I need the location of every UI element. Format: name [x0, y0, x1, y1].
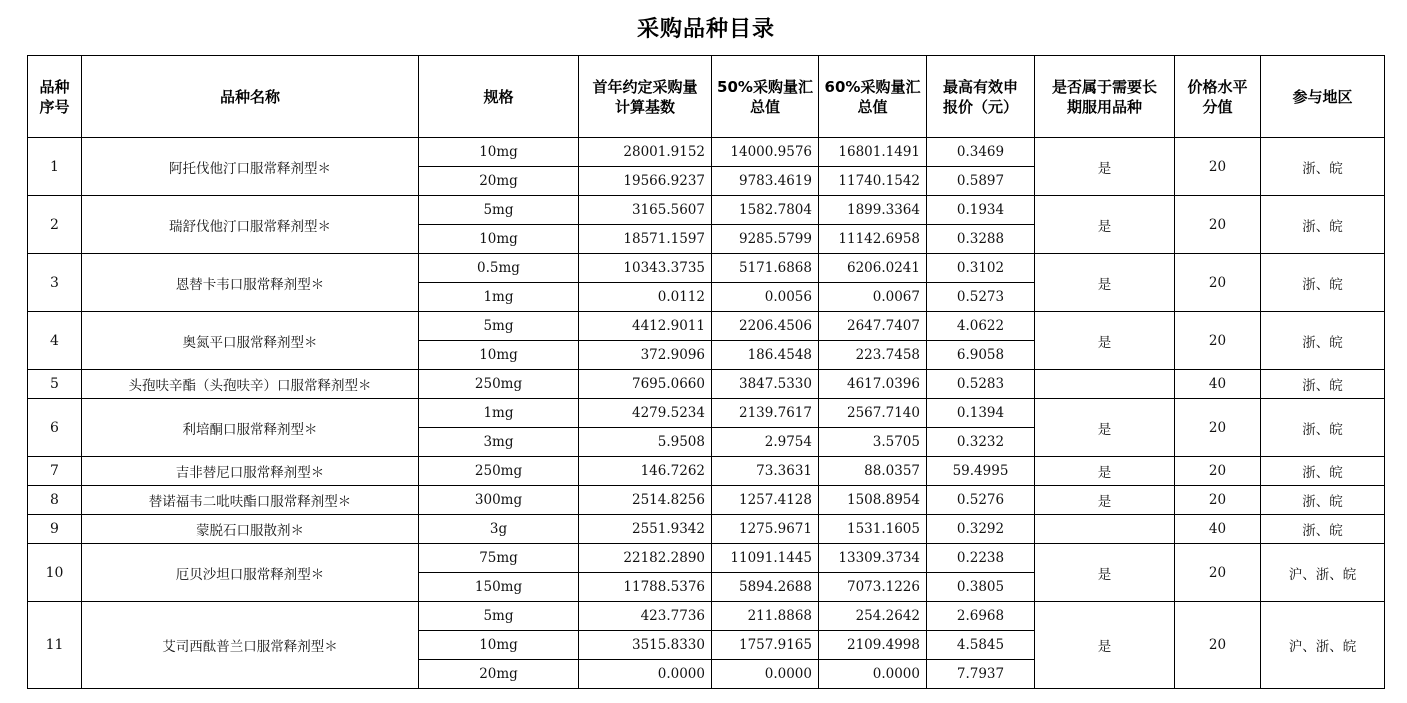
table-header-row [28, 56, 1385, 138]
max-price-cell: 0.3102 [927, 254, 1035, 283]
seq-cell: 9 [28, 515, 82, 544]
p50-total-cell: 2206.4506 [712, 312, 819, 341]
drug-name-cell: 奥氮平口服常释剂型＊ [82, 312, 419, 370]
table-row [28, 515, 1385, 544]
table-body [28, 138, 1385, 689]
price-score-cell: 40 [1175, 515, 1261, 544]
seq-cell: 3 [28, 254, 82, 312]
seq-cell: 6 [28, 399, 82, 457]
region-cell: 浙、皖 [1261, 370, 1385, 399]
p60-total-cell: 2647.7407 [819, 312, 927, 341]
seq-cell: 4 [28, 312, 82, 370]
seq-cell: 5 [28, 370, 82, 399]
p60-total-cell: 223.7458 [819, 341, 927, 370]
max-price-cell: 7.7937 [927, 660, 1035, 689]
p50-total-cell: 1757.9165 [712, 631, 819, 660]
max-price-cell: 0.3805 [927, 573, 1035, 602]
price-score-cell: 20 [1175, 457, 1261, 486]
base-quantity-cell: 22182.2890 [579, 544, 712, 573]
header-60-percent-total: 60%采购量汇 总值 [819, 56, 927, 138]
base-quantity-cell: 3165.5607 [579, 196, 712, 225]
max-price-cell: 0.5276 [927, 486, 1035, 515]
p50-total-cell: 0.0000 [712, 660, 819, 689]
base-quantity-cell: 423.7736 [579, 602, 712, 631]
base-quantity-cell: 372.9096 [579, 341, 712, 370]
spec-cell: 5mg [419, 602, 579, 631]
max-price-cell: 0.3232 [927, 428, 1035, 457]
base-quantity-cell: 7695.0660 [579, 370, 712, 399]
drug-name-cell: 瑞舒伐他汀口服常释剂型＊ [82, 196, 419, 254]
drug-name-cell: 吉非替尼口服常释剂型＊ [82, 457, 419, 486]
p60-total-cell: 1508.8954 [819, 486, 927, 515]
header-long-term: 是否属于需要长 期服用品种 [1035, 56, 1175, 138]
spec-cell: 10mg [419, 138, 579, 167]
drug-name-cell: 替诺福韦二吡呋酯口服常释剂型＊ [82, 486, 419, 515]
region-cell: 浙、皖 [1261, 486, 1385, 515]
drug-name-cell: 蒙脱石口服散剂＊ [82, 515, 419, 544]
p50-total-cell: 3847.5330 [712, 370, 819, 399]
table-row [28, 138, 1385, 167]
max-price-cell: 0.5273 [927, 283, 1035, 312]
region-cell: 沪、浙、皖 [1261, 602, 1385, 689]
max-price-cell: 0.1934 [927, 196, 1035, 225]
long-term-cell: 是 [1035, 457, 1175, 486]
max-price-cell: 0.5897 [927, 167, 1035, 196]
price-score-cell: 40 [1175, 370, 1261, 399]
base-quantity-cell: 4279.5234 [579, 399, 712, 428]
max-price-cell: 2.6968 [927, 602, 1035, 631]
p60-total-cell: 1531.1605 [819, 515, 927, 544]
region-cell: 沪、浙、皖 [1261, 544, 1385, 602]
long-term-cell: 是 [1035, 486, 1175, 515]
max-price-cell: 4.5845 [927, 631, 1035, 660]
spec-cell: 0.5mg [419, 254, 579, 283]
p50-total-cell: 73.3631 [712, 457, 819, 486]
header-price-score: 价格水平 分值 [1175, 56, 1261, 138]
base-quantity-cell: 18571.1597 [579, 225, 712, 254]
p50-total-cell: 14000.9576 [712, 138, 819, 167]
region-cell: 浙、皖 [1261, 515, 1385, 544]
spec-cell: 75mg [419, 544, 579, 573]
region-cell: 浙、皖 [1261, 457, 1385, 486]
base-quantity-cell: 19566.9237 [579, 167, 712, 196]
p50-total-cell: 2.9754 [712, 428, 819, 457]
price-score-cell: 20 [1175, 486, 1261, 515]
table-row [28, 457, 1385, 486]
header-spec: 规格 [419, 56, 579, 138]
p50-total-cell: 5894.2688 [712, 573, 819, 602]
base-quantity-cell: 5.9508 [579, 428, 712, 457]
seq-cell: 1 [28, 138, 82, 196]
p50-total-cell: 1582.7804 [712, 196, 819, 225]
header-base-quantity: 首年约定采购量 计算基数 [579, 56, 712, 138]
table-row [28, 486, 1385, 515]
p60-total-cell: 0.0067 [819, 283, 927, 312]
spec-cell: 5mg [419, 196, 579, 225]
long-term-cell: 是 [1035, 196, 1175, 254]
max-price-cell: 59.4995 [927, 457, 1035, 486]
header-name: 品种名称 [82, 56, 419, 138]
drug-name-cell: 恩替卡韦口服常释剂型＊ [82, 254, 419, 312]
long-term-cell: 是 [1035, 544, 1175, 602]
p60-total-cell: 88.0357 [819, 457, 927, 486]
max-price-cell: 0.3469 [927, 138, 1035, 167]
drug-name-cell: 利培酮口服常释剂型＊ [82, 399, 419, 457]
p50-total-cell: 211.8868 [712, 602, 819, 631]
drug-name-cell: 阿托伐他汀口服常释剂型＊ [82, 138, 419, 196]
base-quantity-cell: 11788.5376 [579, 573, 712, 602]
base-quantity-cell: 2514.8256 [579, 486, 712, 515]
seq-cell: 8 [28, 486, 82, 515]
base-quantity-cell: 3515.8330 [579, 631, 712, 660]
region-cell: 浙、皖 [1261, 138, 1385, 196]
drug-name-cell: 头孢呋辛酯（头孢呋辛）口服常释剂型＊ [82, 370, 419, 399]
spec-cell: 1mg [419, 399, 579, 428]
max-price-cell: 0.5283 [927, 370, 1035, 399]
p50-total-cell: 1257.4128 [712, 486, 819, 515]
p60-total-cell: 3.5705 [819, 428, 927, 457]
price-score-cell: 20 [1175, 254, 1261, 312]
p50-total-cell: 9285.5799 [712, 225, 819, 254]
header-max-price: 最高有效申 报价（元） [927, 56, 1035, 138]
spec-cell: 150mg [419, 573, 579, 602]
spec-cell: 250mg [419, 457, 579, 486]
p60-total-cell: 1899.3364 [819, 196, 927, 225]
max-price-cell: 0.3292 [927, 515, 1035, 544]
p60-total-cell: 0.0000 [819, 660, 927, 689]
seq-cell: 11 [28, 602, 82, 689]
p50-total-cell: 9783.4619 [712, 167, 819, 196]
spec-cell: 250mg [419, 370, 579, 399]
table-row [28, 370, 1385, 399]
base-quantity-cell: 146.7262 [579, 457, 712, 486]
seq-cell: 7 [28, 457, 82, 486]
long-term-cell [1035, 515, 1175, 544]
p60-total-cell: 11740.1542 [819, 167, 927, 196]
drug-name-cell: 艾司西酞普兰口服常释剂型＊ [82, 602, 419, 689]
spec-cell: 5mg [419, 312, 579, 341]
p60-total-cell: 11142.6958 [819, 225, 927, 254]
p60-total-cell: 7073.1226 [819, 573, 927, 602]
spec-cell: 300mg [419, 486, 579, 515]
price-score-cell: 20 [1175, 196, 1261, 254]
header-region: 参与地区 [1261, 56, 1385, 138]
table-row [28, 399, 1385, 428]
max-price-cell: 0.1394 [927, 399, 1035, 428]
region-cell: 浙、皖 [1261, 399, 1385, 457]
price-score-cell: 20 [1175, 399, 1261, 457]
max-price-cell: 4.0622 [927, 312, 1035, 341]
spec-cell: 20mg [419, 660, 579, 689]
max-price-cell: 0.3288 [927, 225, 1035, 254]
table-row [28, 254, 1385, 283]
p60-total-cell: 2567.7140 [819, 399, 927, 428]
base-quantity-cell: 0.0000 [579, 660, 712, 689]
p50-total-cell: 2139.7617 [712, 399, 819, 428]
price-score-cell: 20 [1175, 138, 1261, 196]
spec-cell: 10mg [419, 225, 579, 254]
region-cell: 浙、皖 [1261, 254, 1385, 312]
long-term-cell [1035, 370, 1175, 399]
p50-total-cell: 1275.9671 [712, 515, 819, 544]
p60-total-cell: 6206.0241 [819, 254, 927, 283]
long-term-cell: 是 [1035, 138, 1175, 196]
p50-total-cell: 11091.1445 [712, 544, 819, 573]
max-price-cell: 0.2238 [927, 544, 1035, 573]
p60-total-cell: 2109.4998 [819, 631, 927, 660]
base-quantity-cell: 2551.9342 [579, 515, 712, 544]
seq-cell: 2 [28, 196, 82, 254]
header-50-percent-total: 50%采购量汇 总值 [712, 56, 819, 138]
p60-total-cell: 16801.1491 [819, 138, 927, 167]
table-row [28, 196, 1385, 225]
long-term-cell: 是 [1035, 254, 1175, 312]
long-term-cell: 是 [1035, 399, 1175, 457]
spec-cell: 20mg [419, 167, 579, 196]
base-quantity-cell: 28001.9152 [579, 138, 712, 167]
spec-cell: 10mg [419, 631, 579, 660]
spec-cell: 1mg [419, 283, 579, 312]
region-cell: 浙、皖 [1261, 312, 1385, 370]
price-score-cell: 20 [1175, 544, 1261, 602]
table-row [28, 544, 1385, 573]
p60-total-cell: 13309.3734 [819, 544, 927, 573]
p50-total-cell: 186.4548 [712, 341, 819, 370]
seq-cell: 10 [28, 544, 82, 602]
page-title: 采购品种目录 [636, 17, 775, 42]
long-term-cell: 是 [1035, 312, 1175, 370]
drug-name-cell: 厄贝沙坦口服常释剂型＊ [82, 544, 419, 602]
spec-cell: 3mg [419, 428, 579, 457]
max-price-cell: 6.9058 [927, 341, 1035, 370]
long-term-cell: 是 [1035, 602, 1175, 689]
header-seq: 品种 序号 [28, 56, 82, 138]
p50-total-cell: 5171.6868 [712, 254, 819, 283]
spec-cell: 10mg [419, 341, 579, 370]
table-row [28, 602, 1385, 631]
base-quantity-cell: 10343.3735 [579, 254, 712, 283]
base-quantity-cell: 4412.9011 [579, 312, 712, 341]
spec-cell: 3g [419, 515, 579, 544]
p60-total-cell: 4617.0396 [819, 370, 927, 399]
price-score-cell: 20 [1175, 312, 1261, 370]
price-score-cell: 20 [1175, 602, 1261, 689]
procurement-catalog-table [27, 55, 1385, 689]
region-cell: 浙、皖 [1261, 196, 1385, 254]
base-quantity-cell: 0.0112 [579, 283, 712, 312]
table-row [28, 312, 1385, 341]
p50-total-cell: 0.0056 [712, 283, 819, 312]
p60-total-cell: 254.2642 [819, 602, 927, 631]
